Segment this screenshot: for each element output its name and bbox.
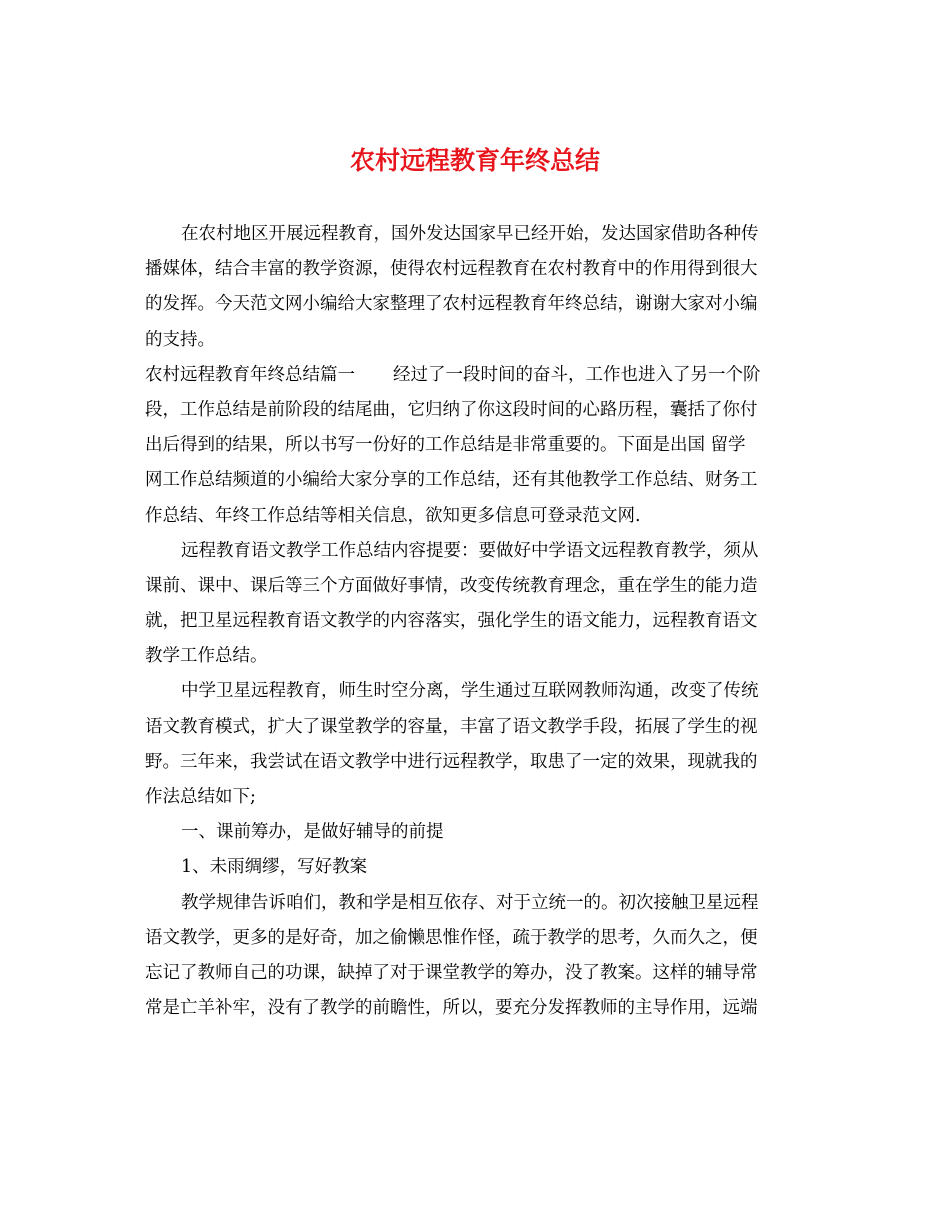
subheading: 一、课前筹办，是做好辅导的前提 — [181, 822, 444, 843]
document-title: 农村远程教育年终总结 — [349, 146, 600, 175]
text-line: 教学工作总结。 — [145, 646, 268, 667]
text-line: 野。三年来，我尝试在语文教学中进行远程教学，取患了一定的效果，现就我的 — [145, 751, 758, 772]
paragraph-teaching — [145, 886, 800, 1027]
paragraph-subheading-2 — [145, 850, 800, 885]
text-line: 常是亡羊补牢，没有了教学的前瞻性，所以，要充分发挥教师的主导作用，远端 — [145, 998, 758, 1019]
text-line: 中学卫星远程教育，师生时空分离，学生通过互联网教师沟通，改变了传统 — [181, 681, 759, 702]
text-line: 课前、课中、课后等三个方面做好事情，改变传统教育理念，重在学生的能力造 — [145, 575, 758, 596]
text-line: 网工作总结频道的小编给大家分享的工作总结，还有其他教学工作总结、财务工 — [145, 470, 758, 491]
text-line: 作总结、年终工作总结等相关信息，欲知更多信息可登录范文网. — [145, 505, 641, 526]
text-line: 的发挥。今天范文网小编给大家整理了农村远程教育年终总结，谢谢大家对小编 — [145, 294, 758, 315]
text-line: 播媒体，结合丰富的教学资源，使得农村远程教育在农村教育中的作用得到很大 — [145, 259, 758, 280]
section-heading-line — [145, 358, 800, 393]
text-line: 语文教学，更多的是好奇，加之偷懒思惟作怪，疏于教学的思考，久而久之，便 — [145, 927, 758, 948]
paragraph-satellite — [145, 674, 800, 815]
text-line: 作法总结如下; — [145, 787, 256, 807]
paragraph-subheading-1 — [145, 815, 800, 850]
text-line: 段，工作总结是前阶段的结尾曲，它归纳了你这段时间的心路历程，囊括了你付 — [145, 399, 758, 420]
text-line: 出后得到的结果，所以书写一份好的工作总结是非常重要的。下面是出国 留学 — [145, 435, 746, 456]
document-body — [145, 217, 800, 1026]
text-line: 语文教育模式，扩大了课堂教学的容量，丰富了语文教学手段，拓展了学生的视 — [145, 716, 758, 737]
section-heading: 农村远程教育年终总结篇一 — [145, 364, 355, 385]
text-line: 在农村地区开展远程教育，国外发达国家早已经开始，发达国家借助各种传 — [181, 224, 759, 244]
text-line: 忘记了教师自己的功课，缺掉了对于课堂教学的筹办，没了教案。这样的辅导常 — [145, 962, 758, 983]
text-line: 远程教育语文教学工作总结内容提要：要做好中学语文远程教育教学，须从 — [181, 540, 759, 561]
text-line: 经过了一段时间的奋斗，工作也进入了另一个阶 — [393, 364, 761, 385]
text-line: 就，把卫星远程教育语文教学的内容落实，强化学生的语文能力，远程教育语文 — [145, 611, 758, 632]
text-line: 的支持。 — [145, 329, 215, 350]
paragraph-summary — [145, 534, 800, 675]
subheading: 1、未雨绸缪，写好教案 — [181, 857, 368, 878]
paragraph-section-one — [145, 358, 800, 534]
text-line: 教学规律告诉咱们，教和学是相互依存、对于立统一的。初次接触卫星远程 — [181, 892, 759, 913]
paragraph-intro — [145, 217, 800, 358]
